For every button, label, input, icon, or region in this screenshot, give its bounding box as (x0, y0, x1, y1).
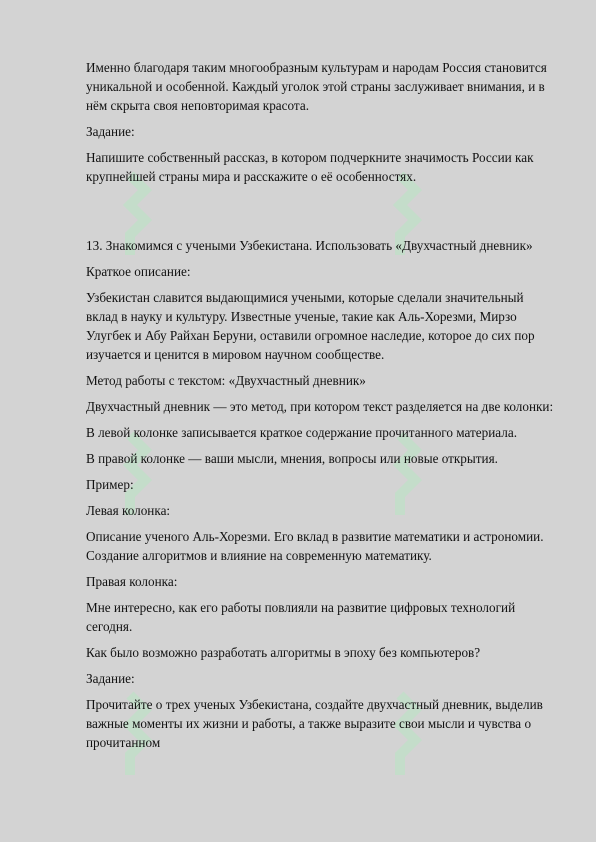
method-description: Двухчастный дневник — это метод, при котором текст разделяется на две колонки: (86, 399, 554, 414)
right-column-example-2: Как было возможно разработать алгоритмы в эпоху без компьютеров? (86, 645, 481, 660)
left-column-description: В левой колонке записывается краткое содержание прочитанного материала. (86, 425, 517, 440)
section-title: 13. Знакомимся с учеными Узбекистана. Использовать «Двухчастный дневник» (86, 238, 533, 253)
section-gap (86, 193, 556, 236)
task-text: Напишите собственный рассказ, в котором подчеркните значимость России как крупнейшей страны мира и расскажите о её особенностях. (86, 150, 534, 184)
left-column-heading: Левая колонка: (86, 503, 171, 518)
summary-text: Узбекистан славится выдающимися учеными, которые сделали значительный вклад в науку и культуру. Известные ученые, такие как Аль-Хорезми, Мирзо Улугбек и Абу Райхан Беруни, оставили огромное наследие, которое до сих пор изучается и ценится в мировом научном сообществе. (86, 290, 535, 362)
final-task-heading: Задание: (86, 671, 135, 686)
left-column-example: Описание ученого Аль-Хорезми. Его вклад в развитие математики и астрономии. Создание алгоритмов и влияние на современную математику. (86, 529, 544, 563)
document-body (86, 58, 556, 759)
right-column-description: В правой колонке — ваши мысли, мнения, вопросы или новые открытия. (86, 451, 498, 466)
right-column-heading: Правая колонка: (86, 574, 178, 589)
summary-heading: Краткое описание: (86, 264, 191, 279)
method-heading: Метод работы с текстом: «Двухчастный дневник» (86, 373, 366, 388)
task-heading: Задание: (86, 124, 135, 139)
right-column-example-1: Мне интересно, как его работы повлияли на развитие цифровых технологий сегодня. (86, 600, 516, 634)
final-task-text: Прочитайте о трех ученых Узбекистана, создайте двухчастный дневник, выделив важные моменты их жизни и работы, а также выразите свои мысли и чувства о прочитанном (86, 697, 543, 750)
intro-paragraph: Именно благодаря таким многообразным культурам и народам Россия становится уникальной и особенной. Каждый уголок этой страны заслуживает внимания, и в нём скрыта своя неповторимая красота. (86, 60, 547, 113)
example-heading: Пример: (86, 477, 134, 492)
